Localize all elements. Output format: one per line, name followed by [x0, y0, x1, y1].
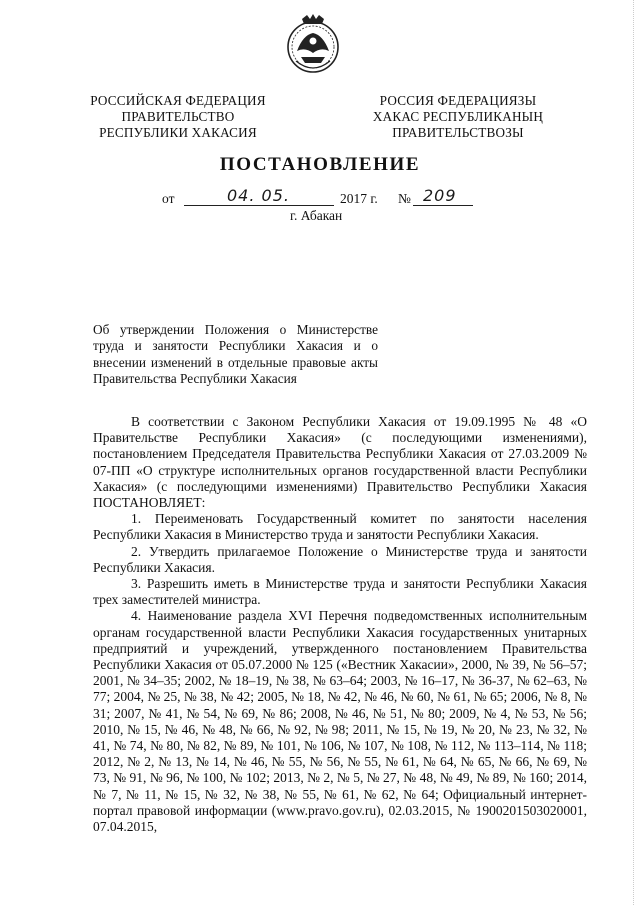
document-subject: Об утверждении Положения о Министерстве труда и занятости Республики Хакасия и о внесении изменений в отдельные правовые акты Правительства Республики Хакасия: [93, 322, 378, 387]
page-edge: [633, 0, 635, 905]
document-body: [93, 414, 587, 835]
preamble-paragraph: В соответствии с Законом Республики Хакасия от 19.09.1995 № 48 «О Правительстве Республики Хакасия» (с последующими изменениями), постановлением Председателя Правительства Республики Хакасия от 27.03.2009 № 07-ПП «О структуре исполнительных органов государственной власти Республики Хакасия» (с последующими изменениями) Правительство Республики Хакасия ПОСТАНОВЛЯЕТ:: [93, 414, 587, 511]
item-3-paragraph: 3. Разрешить иметь в Министерстве труда и занятости Республики Хакасия трех заместителей министра.: [93, 576, 587, 608]
from-label: от: [162, 191, 175, 206]
header-right-line-3: ПРАВИТЕЛЬСТВОЗЫ: [392, 125, 524, 140]
header-right-line-2: ХАКАС РЕСПУБЛИКАНЫҢ: [372, 109, 544, 124]
header-left-line-3: РЕСПУБЛИКИ ХАКАСИЯ: [99, 125, 257, 140]
year-label: 2017 г.: [340, 191, 378, 206]
header-left: [78, 93, 278, 141]
header-right-line-1: РОССИЯ ФЕДЕРАЦИЯЗЫ: [379, 93, 537, 108]
city: г. Абакан: [290, 208, 343, 223]
document-type: ПОСТАНОВЛЕНИЕ: [219, 154, 421, 175]
emblem-icon: [285, 13, 341, 75]
item-4-paragraph: 4. Наименование раздела XVI Перечня подведомственных исполнительным органам государственной власти Республики Хакасия государственных унитарных предприятий и учреждений, утвержденного постановлением Правительства Республики Хакасия от 05.07.2000 № 125 («Вестник Хакасии», 2000, № 39, № 56–57; 2001, № 34–35; 2002, № 18–19, № 38, № 63–64; 2003, № 16–17, № 36-37, № 62–63, № 77; 2004, № 25, № 38, № 42; 2005, № 18, № 42, № 46, № 60, № 61, № 65; 2006, № 8, № 31; 2007, № 41, № 54, № 69, № 86; 2008, № 46, № 51, № 80; 2009, № 4, № 53, № 56; 2010, № 15, № 46, № 48, № 66, № 92, № 98; 2011, № 15, № 19, № 20, № 23, № 32, № 41, № 74, № 80, № 82, № 89, № 101, № 106, № 107, № 108, № 112, № 113–114, № 118; 2012, № 2, № 13, № 14, № 46, № 55, № 56, № 55, № 61, № 64, № 65, № 66, № 69, № 73, № 91, № 96, № 100, № 102; 2013, № 2, № 5, № 27, № 48, № 49, № 89, № 160; 2014, № 7, № 11, № 15, № 32, № 38, № 55, № 61, № 62, № 64; Официальный интернет-портал правовой информации (www.pravo.gov.ru), 02.03.2015, № 1900201503020001, 07.04.2015,: [93, 608, 587, 835]
item-1-paragraph: 1. Переименовать Государственный комитет по занятости населения Республики Хакасия в Министерство труда и занятости Республики Хакасия.: [93, 511, 587, 543]
header-right: [358, 93, 558, 141]
header-left-line-2: ПРАВИТЕЛЬСТВО: [121, 109, 235, 124]
header-left-line-1: РОССИЙСКАЯ ФЕДЕРАЦИЯ: [90, 93, 266, 108]
number-field: [413, 188, 473, 206]
date-handwritten: 04. 05.: [227, 186, 290, 205]
date-field: [184, 188, 334, 206]
number-label: №: [398, 191, 411, 206]
item-2-paragraph: 2. Утвердить прилагаемое Положение о Министерстве труда и занятости Республики Хакасия.: [93, 543, 587, 575]
number-handwritten: 209: [423, 186, 457, 205]
